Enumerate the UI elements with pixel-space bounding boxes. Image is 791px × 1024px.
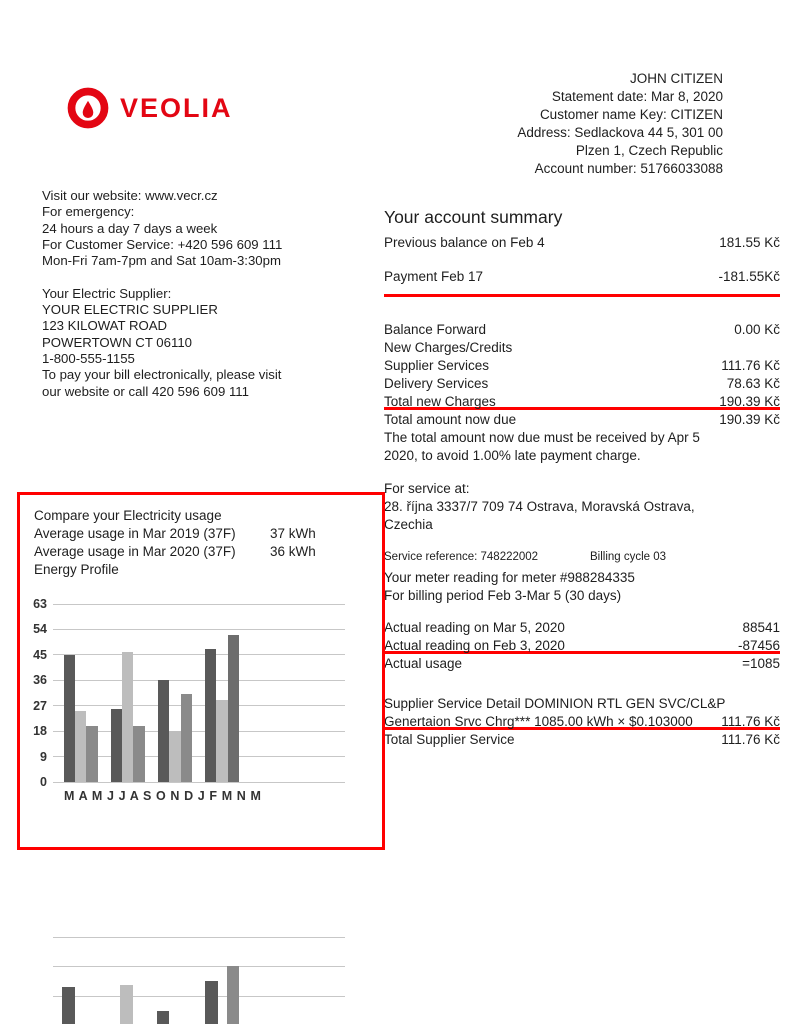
chart-bar: [122, 652, 133, 782]
service-address: 28. října 3337/7 709 74 Ostrava, Moravská Ostrava,: [384, 499, 695, 514]
chart-bar: [216, 700, 227, 782]
energy-profile-label: Energy Profile: [34, 562, 119, 577]
contact-line: To pay your bill electronically, please visit: [42, 367, 282, 383]
service-block: [384, 480, 780, 749]
compare-title: Compare your Electricity usage: [34, 508, 222, 523]
customer-line: Customer name Key: CITIZEN: [539, 107, 723, 122]
y-tick-label: 54: [33, 622, 47, 637]
chart-bar: [228, 635, 239, 782]
row-label: Average usage in Mar 2020 (37F): [34, 544, 236, 559]
summary-row: [384, 339, 780, 357]
customer-line: Plzen 1, Czech Republic: [575, 143, 723, 158]
summary-row: [384, 357, 780, 375]
compare-row: [34, 543, 382, 561]
row-value: 36 kWh: [270, 544, 316, 559]
total-supplier-service-row: [384, 731, 780, 749]
row-label: Average usage in Mar 2019 (37F): [34, 526, 236, 541]
due-note: 2020, to avoid 1.00% late payment charge.: [384, 448, 641, 463]
chart-gridline: [53, 604, 345, 605]
customer-line: Statement date: Mar 8, 2020: [551, 89, 723, 104]
customer-line: Account number: 51766033088: [534, 161, 723, 176]
chart-bar: [111, 709, 122, 782]
chart-bar: [158, 680, 169, 782]
row-label: Actual reading on Feb 3, 2020: [384, 638, 565, 653]
veolia-logo: [66, 86, 233, 130]
red-divider: [384, 294, 780, 297]
chart-bar: [169, 731, 180, 782]
customer-header: [517, 70, 723, 178]
row-label: Actual usage: [384, 656, 463, 671]
partial-chart-plot: [53, 930, 345, 1024]
compare-row: [34, 525, 382, 543]
customer-line: JOHN CITIZEN: [630, 71, 723, 86]
row-label: Payment Feb 17: [384, 269, 484, 284]
row-value: 111.76 Kč: [721, 732, 780, 747]
row-value: 88541: [742, 620, 780, 635]
contact-line: Visit our website: www.vecr.cz: [42, 188, 218, 203]
row-label: Total new Charges: [384, 394, 496, 409]
row-value: -87456: [737, 638, 780, 653]
y-tick-label: 9: [40, 749, 47, 764]
y-tick-label: 45: [33, 647, 47, 662]
contact-line: our website or call 420 596 609 111: [42, 383, 249, 399]
service-reference: Service reference: 748222002: [384, 551, 539, 563]
row-label: Balance Forward: [384, 322, 487, 337]
customer-line: Address: Sedlackova 44 5, 301 00: [517, 125, 723, 140]
y-tick-label: 27: [33, 698, 47, 713]
row-value: 181.55 Kč: [719, 235, 780, 250]
row-value: 37 kWh: [270, 526, 316, 541]
summary-row: [384, 234, 780, 252]
chart-bar: [227, 966, 239, 1024]
service-address: Czechia: [384, 517, 433, 532]
contact-line: Mon-Fri 7am-7pm and Sat 10am-3:30pm: [42, 253, 281, 269]
row-value: =1085: [742, 656, 780, 671]
row-label: Supplier Services: [384, 358, 490, 373]
chart-bar: [62, 987, 75, 1024]
row-label: Delivery Services: [384, 376, 489, 391]
billing-period-line: For billing period Feb 3-Mar 5 (30 days): [384, 588, 622, 603]
contact-line: 123 KILOWAT ROAD: [42, 318, 168, 334]
chart-bar: [133, 726, 144, 783]
chart-bar: [205, 981, 218, 1024]
chart-gridline: [53, 937, 345, 938]
chart-bar: [181, 694, 192, 782]
chart-gridline: [53, 654, 345, 655]
contact-line: YOUR ELECTRIC SUPPLIER: [42, 302, 218, 318]
veolia-wordmark: VEOLIA: [120, 93, 233, 123]
contact-line: Your Electric Supplier:: [42, 285, 172, 301]
chart-gridline: [53, 705, 345, 706]
row-label: Previous balance on Feb 4: [384, 235, 545, 250]
supplier-detail-line: Supplier Service Detail DOMINION RTL GEN SVC/CL&P: [384, 696, 726, 711]
reading-row: [384, 655, 780, 673]
row-value: -181.55Kč: [718, 269, 780, 284]
y-tick-label: 63: [33, 597, 47, 611]
chart-bar: [120, 985, 133, 1024]
summary-row: [384, 411, 780, 429]
chart-bar: [205, 649, 216, 782]
row-label: New Charges/Credits: [384, 340, 513, 355]
y-tick-label: 18: [33, 724, 47, 739]
row-value: 111.76 Kč: [721, 358, 780, 373]
contact-line: For emergency:: [42, 204, 135, 220]
summary-row: [384, 321, 780, 339]
row-label: Actual reading on Mar 5, 2020: [384, 620, 565, 635]
account-summary: [384, 206, 780, 465]
summary-row: [384, 375, 780, 393]
energy-profile-plot: [33, 597, 345, 789]
contact-line: For Customer Service: +420 596 609 111: [42, 236, 283, 252]
row-label: Genertaion Srvc Chrg*** 1085.00 kWh × $0.103000: [384, 714, 693, 729]
row-value: 111.76 Kč: [721, 714, 780, 729]
chart-bar: [75, 711, 86, 782]
y-tick-label: 36: [33, 673, 47, 688]
contact-line: 24 hours a day 7 days a week: [42, 220, 218, 236]
row-value: 190.39 Kč: [719, 394, 780, 409]
chart-bar: [157, 1011, 169, 1024]
x-axis-labels: M A M J J A S O N D J F M N M: [64, 789, 262, 803]
contact-line: 1-800-555-1155: [42, 350, 135, 366]
row-label: Total amount now due: [384, 412, 517, 427]
meter-line: Your meter reading for meter #988284335: [384, 570, 635, 585]
service-reference-row: [384, 550, 780, 565]
row-label: Total Supplier Service: [384, 732, 515, 747]
chart-gridline: [53, 996, 345, 997]
reading-row: [384, 619, 780, 637]
generation-charge-row: [384, 713, 780, 731]
contact-line: POWERTOWN CT 06110: [42, 334, 192, 350]
contact-line: [42, 269, 282, 285]
chart-bar: [64, 655, 75, 782]
due-note: The total amount now due must be received by Apr 5: [384, 430, 700, 445]
chart-gridline: [53, 966, 345, 967]
account-summary-title: Your account summary: [384, 207, 563, 227]
chart-bar: [86, 726, 97, 783]
y-tick-label: 0: [40, 775, 47, 789]
row-value: 78.63 Kč: [726, 376, 780, 391]
row-value: 190.39 Kč: [719, 412, 780, 427]
veolia-ring-droplet-icon: [66, 86, 110, 130]
for-service-at-label: For service at:: [384, 481, 470, 496]
chart-gridline: [53, 680, 345, 681]
summary-row: [384, 268, 780, 286]
billing-cycle: Billing cycle 03: [590, 551, 667, 563]
contact-block: [42, 188, 282, 400]
row-value: 0.00 Kč: [734, 322, 780, 337]
chart-gridline: [53, 629, 345, 630]
